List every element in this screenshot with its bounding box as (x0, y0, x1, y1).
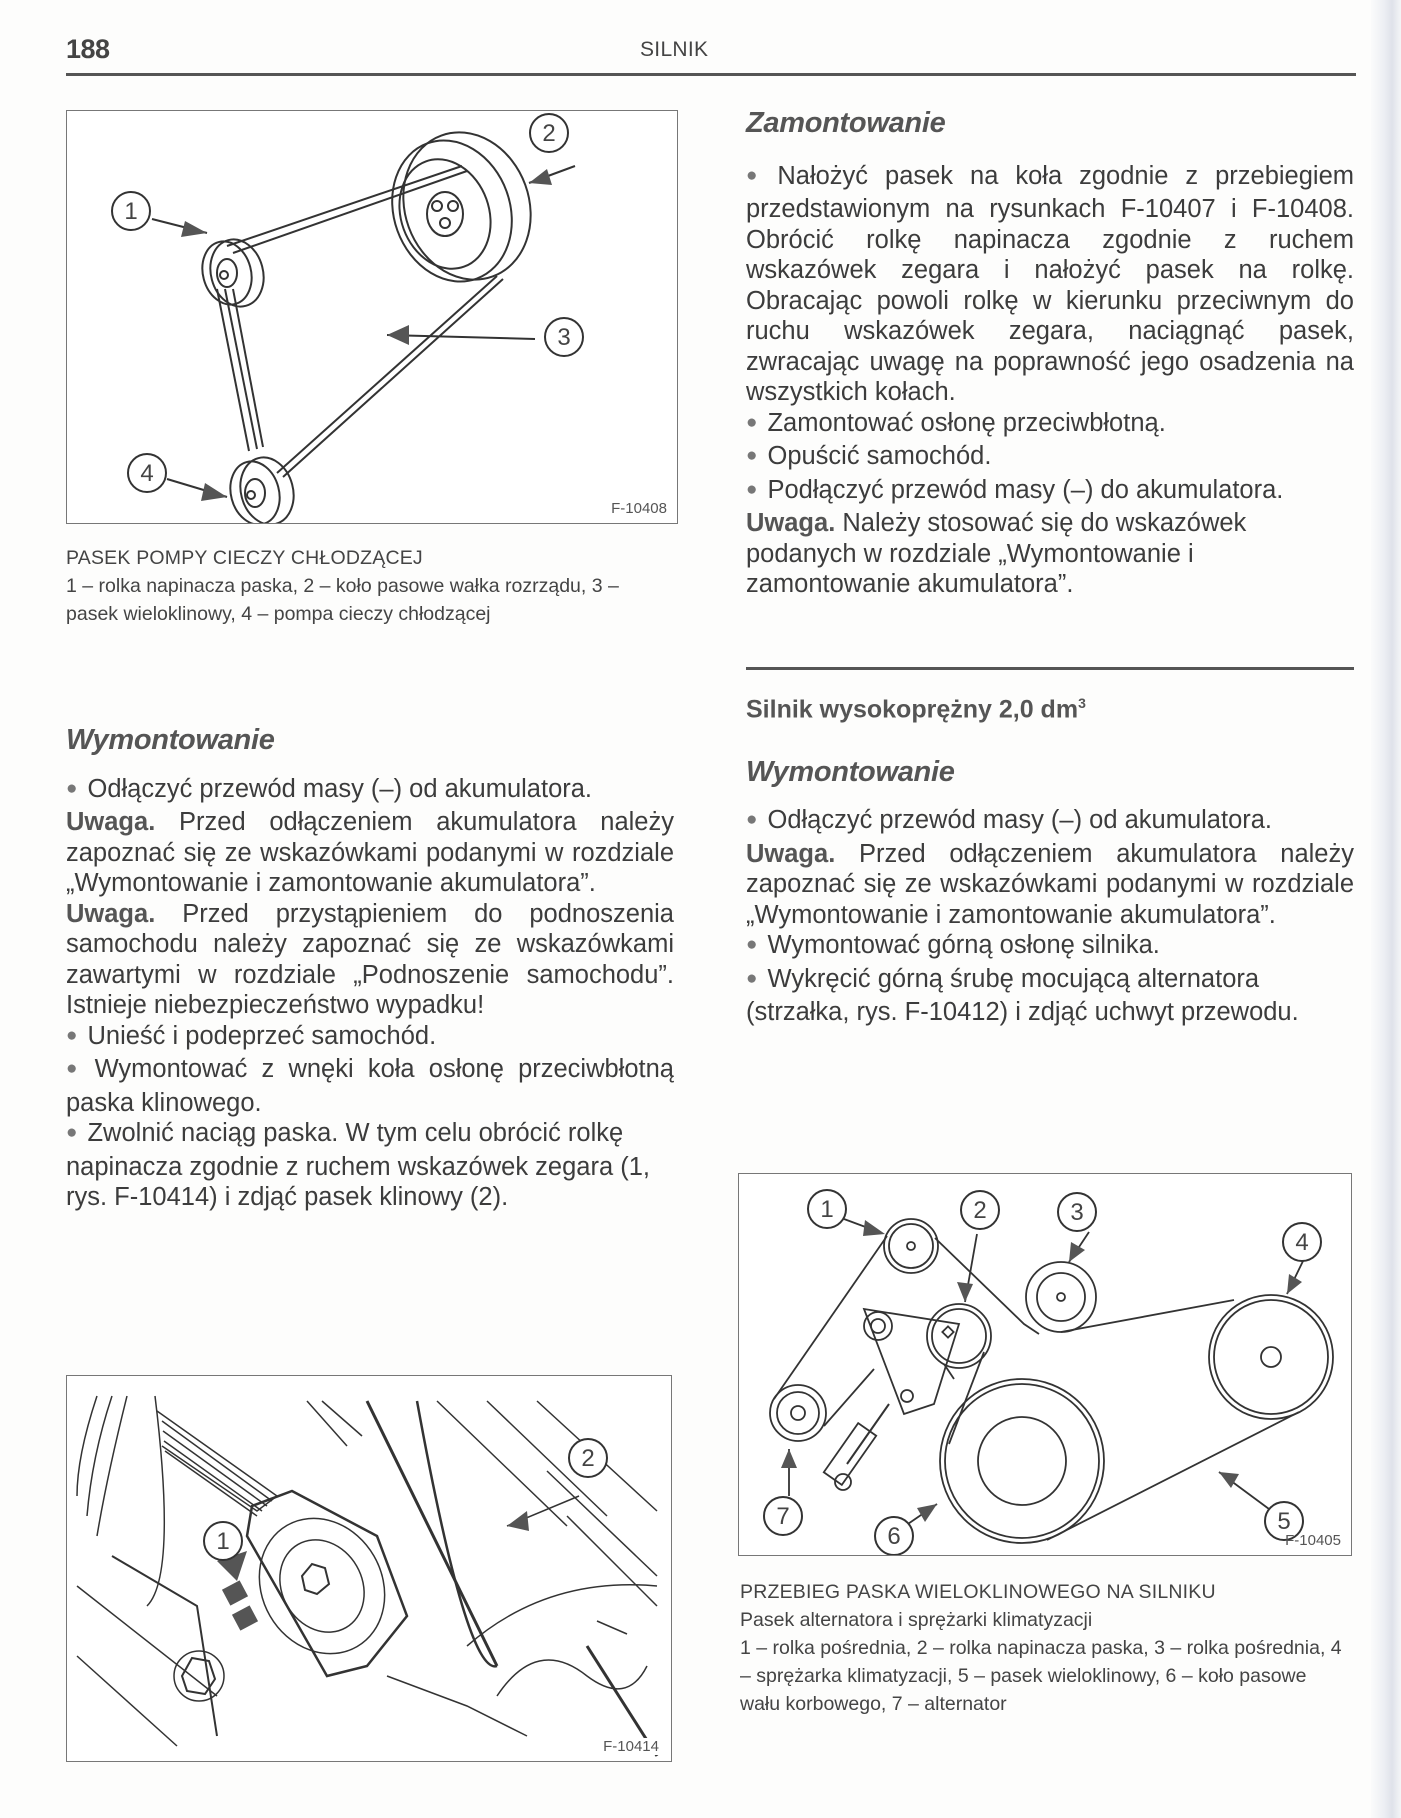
right-column-diesel (746, 688, 1354, 1028)
instruction-bullet: ● Odłączyć przewód masy (–) od akumulatora. (66, 774, 674, 808)
instruction-bullet: ● Opuścić samochód. (746, 441, 1354, 475)
callout-1: 1 (216, 1528, 230, 1555)
section-heading-removal-diesel: Wymontowanie (746, 755, 955, 788)
callout-7: 7 (776, 1503, 790, 1530)
instruction-bullet: ● Zwolnić naciąg paska. W tym celu obrócić rolkę napinacza zgodnie z ruchem wskazówek zegara (1, rys. F-10414) i zdjąć pasek klinowy (2). (66, 1118, 674, 1213)
instruction-bullet: ● Unieść i podeprzeć samochód. (66, 1021, 674, 1055)
callout-5: 5 (1277, 1508, 1291, 1535)
caption-title: PASEK POMPY CIECZY CHŁODZĄCEJ (66, 547, 423, 569)
figure-code: F-10408 (611, 500, 667, 517)
figure-caption-serpentine (740, 1578, 1350, 1718)
instruction-bullet: ● Odłączyć przewód masy (–) od akumulatora. (746, 805, 1354, 839)
instruction-bullet: ● Zamontować osłonę przeciwbłotną. (746, 408, 1354, 442)
warning-note: Uwaga. Przed odłączeniem akumulatora należy zapoznać się ze wskazówkami podanymi w rozdziale „Wymontowanie i zamontowanie akumulatora”. (746, 839, 1354, 929)
callout-2: 2 (542, 120, 556, 147)
warning-note: Uwaga. Przed przystąpieniem do podnoszenia samochodu należy zapoznać się ze wskazówkami zawartymi w rozdziale „Podnoszenie samochodu”. Istnieje niebezpieczeństwo wypadku! (66, 899, 674, 1019)
running-head: SILNIK (640, 38, 709, 61)
warning-note: Uwaga. Przed odłączeniem akumulatora należy zapoznać się ze wskazówkami podanymi w rozdziale „Wymontowanie i zamontowanie akumulatora”. (66, 808, 674, 897)
callout-4: 4 (140, 460, 154, 487)
figure-caption-belt-pump (66, 544, 646, 628)
callout-2: 2 (581, 1445, 595, 1472)
left-column (66, 725, 674, 1213)
callout-3: 3 (1070, 1199, 1084, 1226)
caption-text: 1 – rolka napinacza paska, 2 – koło pasowe wałka rozrządu, 3 – pasek wieloklinowy, 4 – pompa cieczy chłodzącej (66, 575, 619, 625)
callout-4: 4 (1295, 1229, 1309, 1256)
figure-code: F-10414 (603, 1738, 659, 1755)
section-heading-removal: Wymontowanie (66, 724, 275, 756)
instruction-bullet: ● Wymontować górną osłonę silnika. (746, 930, 1354, 964)
header-rule (66, 73, 1356, 76)
caption-title: PRZEBIEG PASKA WIELOKLINOWEGO NA SILNIKU (740, 1581, 1216, 1603)
figure-code: F-10405 (1285, 1532, 1341, 1549)
warning-note: Uwaga. Należy stosować się do wskazówek podanych w rozdziale „Wymontowanie i zamontowanie akumulatora”. (746, 509, 1247, 598)
page-gutter-shadow (1371, 0, 1401, 1818)
instruction-bullet: ● Podłączyć przewód masy (–) do akumulatora. (746, 475, 1354, 509)
callout-1: 1 (820, 1196, 834, 1223)
caption-text: 1 – rolka pośrednia, 2 – rolka napinacza paska, 3 – rolka pośrednia, 4 – sprężarka klimatyzacji, 5 – pasek wieloklinowy, 6 – koło pasowe wału korbowego, 7 – alternator (740, 1637, 1342, 1715)
callout-6: 6 (887, 1523, 901, 1550)
callout-3: 3 (557, 324, 571, 351)
section-heading-install: Zamontowanie (746, 107, 946, 139)
instruction-bullet: ● Nałożyć pasek na koła zgodnie z przebiegiem przedstawionym na rysunkach F-10407 i F-10408. Obrócić rolkę napinacza zgodnie z ruchem wskazówek zegara i nałożyć pasek na rolkę. Obracając powoli rolkę w kierunku przeciwnym do ruchu wskazówek zegara, naciągnąć pasek, zwracając uwagę na poprawność jego osadzenia na wszystkich kołach. (746, 161, 1354, 408)
instruction-bullet: ● Wykręcić górną śrubę mocującą alternatora (strzałka, rys. F-10412) i zdjąć uchwyt przewodu. (746, 964, 1354, 1028)
figure-serpentine (738, 1173, 1352, 1556)
figure-tensioner (66, 1375, 672, 1762)
figure-belt-pump (66, 110, 678, 524)
engine-heading: Silnik wysokoprężny 2,0 $dm^3$ (746, 695, 1086, 724)
belt-pump-illustration (67, 111, 677, 523)
page-number: 188 (66, 34, 110, 64)
instruction-bullet: ● Wymontować z wnęki koła osłonę przeciwbłotną paska klinowego. (66, 1054, 674, 1118)
callout-2: 2 (973, 1197, 987, 1224)
right-column-install (746, 108, 1354, 600)
serpentine-illustration (739, 1174, 1351, 1555)
belt-segment (227, 166, 462, 246)
callout-1: 1 (124, 198, 138, 225)
section-divider (746, 667, 1354, 670)
tensioner-illustration (67, 1376, 671, 1761)
caption-subtitle: Pasek alternatora i sprężarki klimatyzacji (740, 1609, 1093, 1631)
